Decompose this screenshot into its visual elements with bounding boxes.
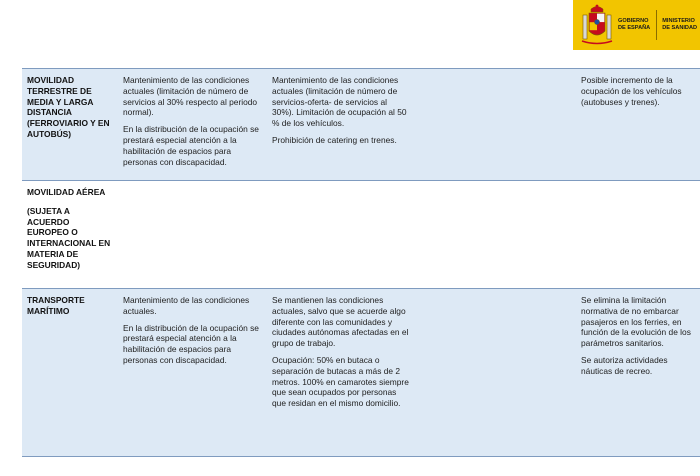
row-category: [22, 181, 117, 289]
cell-paragraph: Mantenimiento de las condiciones actuales.: [123, 295, 250, 316]
coat-of-arms-icon: [581, 3, 613, 47]
table-row: [22, 69, 700, 181]
logo-line: MINISTERIO: [662, 18, 695, 25]
document-header: [0, 0, 700, 62]
cell-paragraph: Mantenimiento de las condiciones actuales (limitación de número de servicios al 30% respecto al periodo normal).: [123, 75, 258, 118]
phase-cell: [266, 69, 414, 181]
logo-text-ministry: [662, 18, 697, 31]
row-category: MOVILIDAD TERRESTRE DE MEDIA Y LARGA DISTANCIA (FERROVIARIO Y EN AUTOBÚS): [22, 69, 117, 181]
phase-cell: [117, 289, 266, 457]
logo-line: GOBIERNO: [618, 18, 649, 25]
category-subtitle: (SUJETA A ACUERDO EUROPEO O INTERNACIONAL EN MATERIA DE SEGURIDAD): [27, 205, 111, 270]
cell-paragraph: Mantenimiento de las condiciones actuales (limitación de número de servicios-oferta- de servicios al 30%). Limitación de ocupación al 50 % de los vehículos.: [272, 75, 407, 129]
logo-divider: [656, 10, 657, 40]
cell-paragraph: En la distribución de la ocupación se prestará especial atención a la habilitación de espacios para personas con discapacidad.: [123, 124, 259, 167]
government-logo: [573, 0, 700, 50]
cell-paragraph: Posible incremento de la ocupación de los vehículos (autobuses y trenes).: [581, 75, 682, 107]
phase-cell: [117, 181, 266, 289]
phase-cell: [573, 181, 700, 289]
cell-paragraph: Ocupación: 50% en butaca o separación de butacas a más de 2 metros. 100% en camarotes siempre que sean ocupados por personas que residan en el mismo domicilio.: [272, 354, 409, 409]
phase-cell: [266, 289, 414, 457]
category-title: MOVILIDAD AÉREA: [27, 187, 106, 197]
logo-line: DE ESPAÑA: [618, 25, 651, 31]
phase-cell: [573, 69, 700, 181]
phase-cell: [414, 69, 573, 181]
cell-paragraph: Se autoriza actividades náuticas de recreo.: [581, 354, 668, 376]
phase-cell: [117, 69, 266, 181]
row-category: TRANSPORTE MARÍTIMO: [22, 289, 117, 457]
phase-cell: [266, 181, 414, 289]
logo-line: DE SANIDAD: [662, 25, 698, 31]
cell-paragraph: Prohibición de catering en trenes.: [272, 134, 397, 145]
phase-cell: [414, 289, 573, 457]
table-row: [22, 289, 700, 457]
cell-paragraph: Se elimina la limitación normativa de no embarcar pasajeros en los ferries, en función de la evolución de los parámetros sanitarios.: [581, 295, 691, 349]
logo-text-government: [618, 18, 650, 31]
table-row: [22, 181, 700, 289]
phase-cell: [573, 289, 700, 457]
measures-table: [22, 68, 700, 457]
phase-cell: [414, 181, 573, 289]
cell-paragraph: En la distribución de la ocupación se prestará especial atención a la habilitación de espacios para personas con discapacidad.: [123, 322, 259, 365]
cell-paragraph: Se mantienen las condiciones actuales, salvo que se acuerde algo diferente con las comunidades y ciudades autónomas afectadas en el grupo de trabajo.: [272, 295, 409, 349]
